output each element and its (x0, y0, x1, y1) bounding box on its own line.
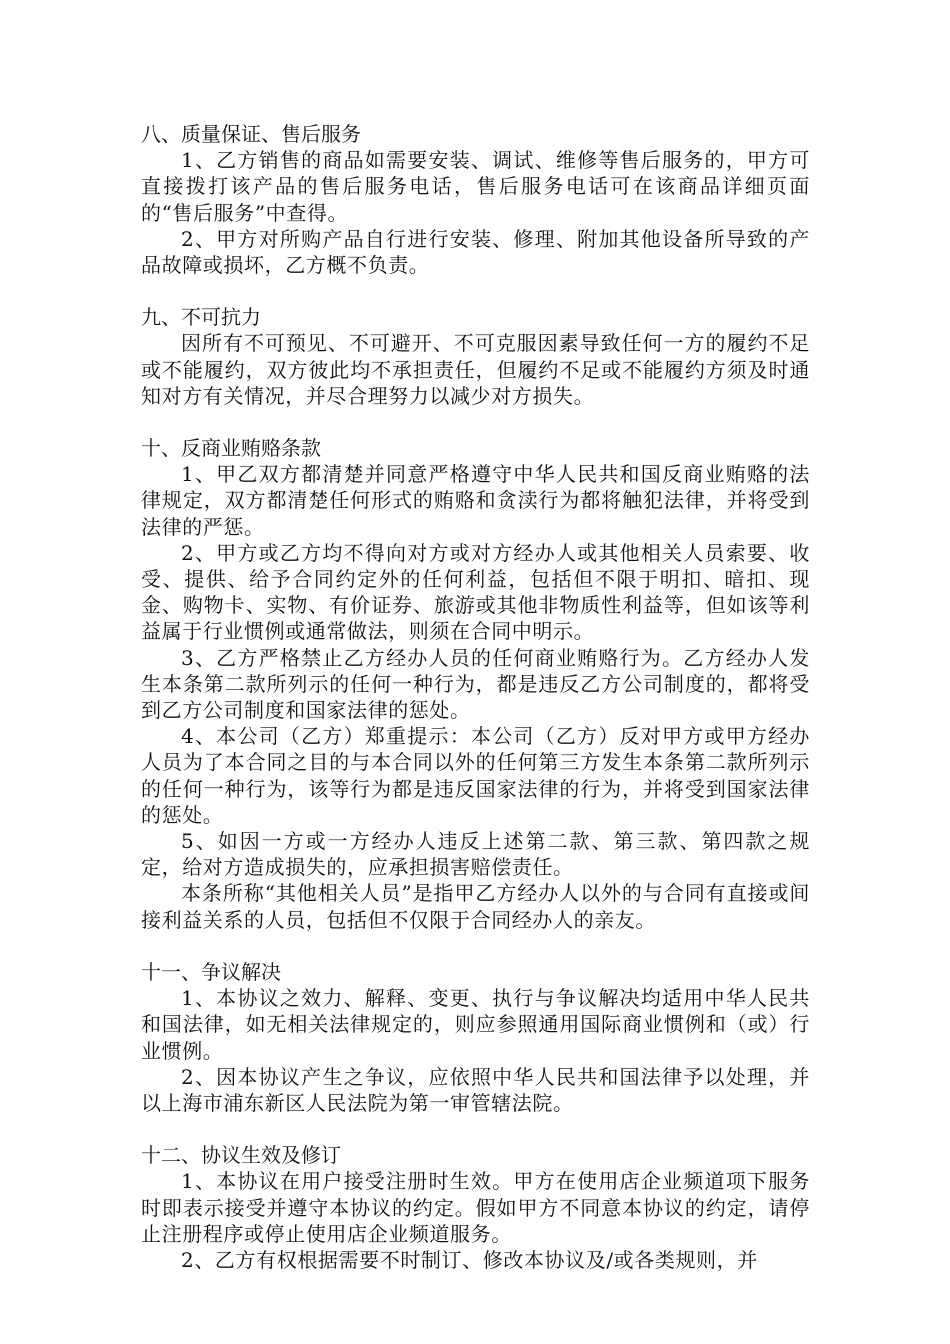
paragraph: 1、本协议之效力、解释、变更、执行与争议解决均适用中华人民共和国法律，如无相关法律规定的，则应参照通用国际商业惯例和（或）行业惯例。 (141, 986, 810, 1063)
paragraph: 5、如因一方或一方经办人违反上述第二款、第三款、第四款之规定，给对方造成损失的，应承担损害赔偿责任。 (141, 829, 810, 880)
paragraph: 本条所称“其他相关人员”是指甲乙方经办人以外的与合同有直接或间接利益关系的人员，包括但不仅限于合同经办人的亲友。 (141, 881, 810, 932)
paragraph: 1、甲乙双方都清楚并同意严格遵守中华人民共和国反商业贿赂的法律规定，双方都清楚任何形式的贿赂和贪渎行为都将触犯法律，并将受到法律的严惩。 (141, 462, 810, 539)
section-force-majeure (141, 304, 810, 409)
paragraph: 2、因本协议产生之争议，应依照中华人民共和国法律予以处理，并以上海市浦东新区人民法院为第一审管辖法院。 (141, 1064, 810, 1115)
section-quality-service (141, 121, 810, 278)
section-heading: 九、不可抗力 (141, 305, 261, 330)
paragraph: 3、乙方严格禁止乙方经办人员的任何商业贿赂行为。乙方经办人发生本条第二款所列示的任何一种行为，都是违反乙方公司制度的，都将受到乙方公司制度和国家法律的惩处。 (141, 645, 810, 723)
section-heading: 十、反商业贿赂条款 (141, 436, 321, 461)
section-heading: 十二、协议生效及修订 (141, 1143, 341, 1168)
paragraph: 1、本协议在用户接受注册时生效。甲方在使用店企业频道项下服务时即表示接受并遵守本协议的约定。假如甲方不同意本协议的约定，请停止注册程序或停止使用店企业频道服务。 (141, 1169, 810, 1246)
paragraph: 因所有不可预见、不可避开、不可克服因素导致任何一方的履约不足或不能履约，双方彼此均不承担责任，但履约不足或不能履约方须及时通知对方有关情况，并尽合理努力以减少对方损失。 (141, 331, 810, 408)
paragraph: 2、甲方或乙方均不得向对方或对方经办人或其他相关人员索要、收受、提供、给予合同约定外的任何利益，包括但不限于明扣、暗扣、现金、购物卡、实物、有价证券、旅游或其他非物质性利益等，但如该等利益属于行业惯例或通常做法，则须在合同中明示。 (141, 540, 810, 644)
section-heading: 十一、争议解决 (141, 959, 281, 984)
paragraph: 2、甲方对所购产品自行进行安装、修理、附加其他设备所导致的产品故障或损坏，乙方概不负责。 (141, 226, 810, 278)
section-effectiveness-revision (141, 1142, 810, 1273)
section-heading: 八、质量保证、售后服务 (141, 122, 361, 146)
section-dispute-resolution (141, 959, 810, 1116)
paragraph: 2、乙方有权根据需要不时制订、修改本协议及/或各类规则，并 (181, 1247, 758, 1272)
document-page (141, 121, 810, 1299)
paragraph: 4、本公司（乙方）郑重提示：本公司（乙方）反对甲方或甲方经办人员为了本合同之目的与本合同以外的任何第三方发生本条第二款所列示的任何一种行为，该等行为都是违反国家法律的行为，并将受到国家法律的惩处。 (141, 724, 810, 827)
section-anti-bribery (141, 435, 810, 933)
paragraph: 1、乙方销售的商品如需要安装、调试、维修等售后服务的，甲方可直接拨打该产品的售后服务电话，售后服务电话可在该商品详细页面的“售后服务”中查得。 (141, 148, 810, 225)
